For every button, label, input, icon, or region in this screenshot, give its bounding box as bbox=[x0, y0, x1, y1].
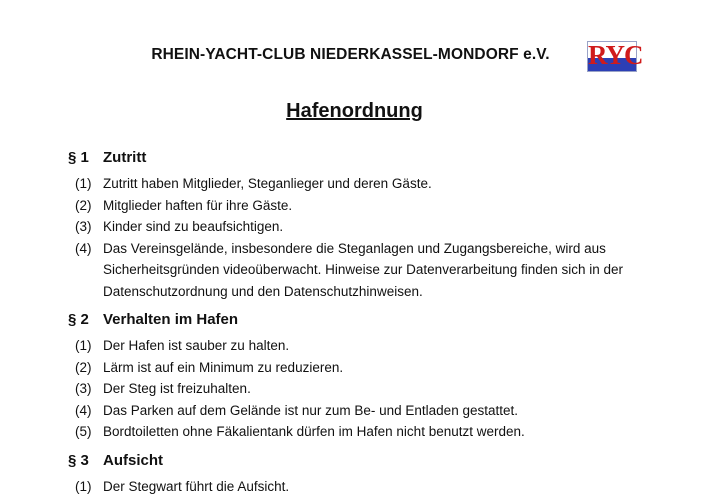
item-number: (1) bbox=[75, 479, 92, 494]
item-text: Das Parken auf dem Gelände ist nur zum Be- und Entladen gestattet. bbox=[103, 402, 518, 418]
item-number: (3) bbox=[75, 219, 92, 234]
item-text: Der Stegwart führt die Aufsicht. bbox=[103, 479, 290, 494]
section-title: Verhalten im Hafen bbox=[103, 311, 239, 328]
item-text: Lärm ist auf ein Minimum zu reduzieren. bbox=[103, 359, 344, 375]
item-text: Mitglieder haften für ihre Gäste. bbox=[103, 197, 293, 213]
section-heading bbox=[0, 149, 709, 173]
item-number: (1) bbox=[75, 338, 92, 353]
section-number: § 3 bbox=[68, 452, 89, 469]
list-item bbox=[0, 216, 709, 238]
section-verhalten-im-hafen bbox=[0, 311, 709, 443]
list-item bbox=[0, 400, 709, 422]
page-title: Hafenordnung bbox=[286, 100, 423, 122]
section-heading bbox=[0, 311, 709, 335]
list-item bbox=[0, 357, 709, 379]
section-title: Zutritt bbox=[103, 149, 147, 166]
item-number: (2) bbox=[75, 197, 92, 213]
item-text: Zutritt haben Mitglieder, Steganlieger und deren Gäste. bbox=[103, 176, 432, 191]
list-item bbox=[0, 476, 709, 498]
item-number: (4) bbox=[75, 240, 92, 256]
item-number: (3) bbox=[75, 381, 92, 396]
section-heading bbox=[0, 452, 709, 476]
item-text: Der Steg ist freizuhalten. bbox=[103, 381, 251, 396]
item-text: Bordtoiletten ohne Fäkalientank dürfen im Hafen nicht benutzt werden. bbox=[103, 424, 525, 439]
list-item bbox=[0, 238, 709, 303]
section-number: § 1 bbox=[68, 149, 89, 166]
section-aufsicht bbox=[0, 452, 709, 498]
item-number: (5) bbox=[75, 424, 92, 439]
item-text: Das Vereinsgelände, insbesondere die Steganlagen und Zugangsbereiche, wird aus Sicherheitsgründen videoüberwacht. Hinweise zur Datenverarbeitung finden sich in der Datenschutzordnung und den Datenschutzhinweisen. bbox=[103, 240, 624, 299]
item-number: (2) bbox=[75, 359, 92, 375]
section-title: Aufsicht bbox=[103, 452, 163, 469]
club-logo-icon bbox=[587, 40, 643, 72]
item-number: (1) bbox=[75, 176, 92, 191]
list-item bbox=[0, 173, 709, 195]
club-name: RHEIN-YACHT-CLUB NIEDERKASSEL-MONDORF e.V. bbox=[151, 46, 550, 63]
list-item bbox=[0, 421, 709, 443]
list-item bbox=[0, 195, 709, 217]
section-zutritt bbox=[0, 149, 709, 302]
item-number: (4) bbox=[75, 402, 92, 418]
item-text: Kinder sind zu beaufsichtigen. bbox=[103, 219, 284, 234]
item-text: Der Hafen ist sauber zu halten. bbox=[103, 338, 290, 353]
list-item bbox=[0, 335, 709, 357]
list-item bbox=[0, 378, 709, 400]
logo-text: RYC bbox=[588, 40, 643, 70]
section-number: § 2 bbox=[68, 311, 89, 328]
